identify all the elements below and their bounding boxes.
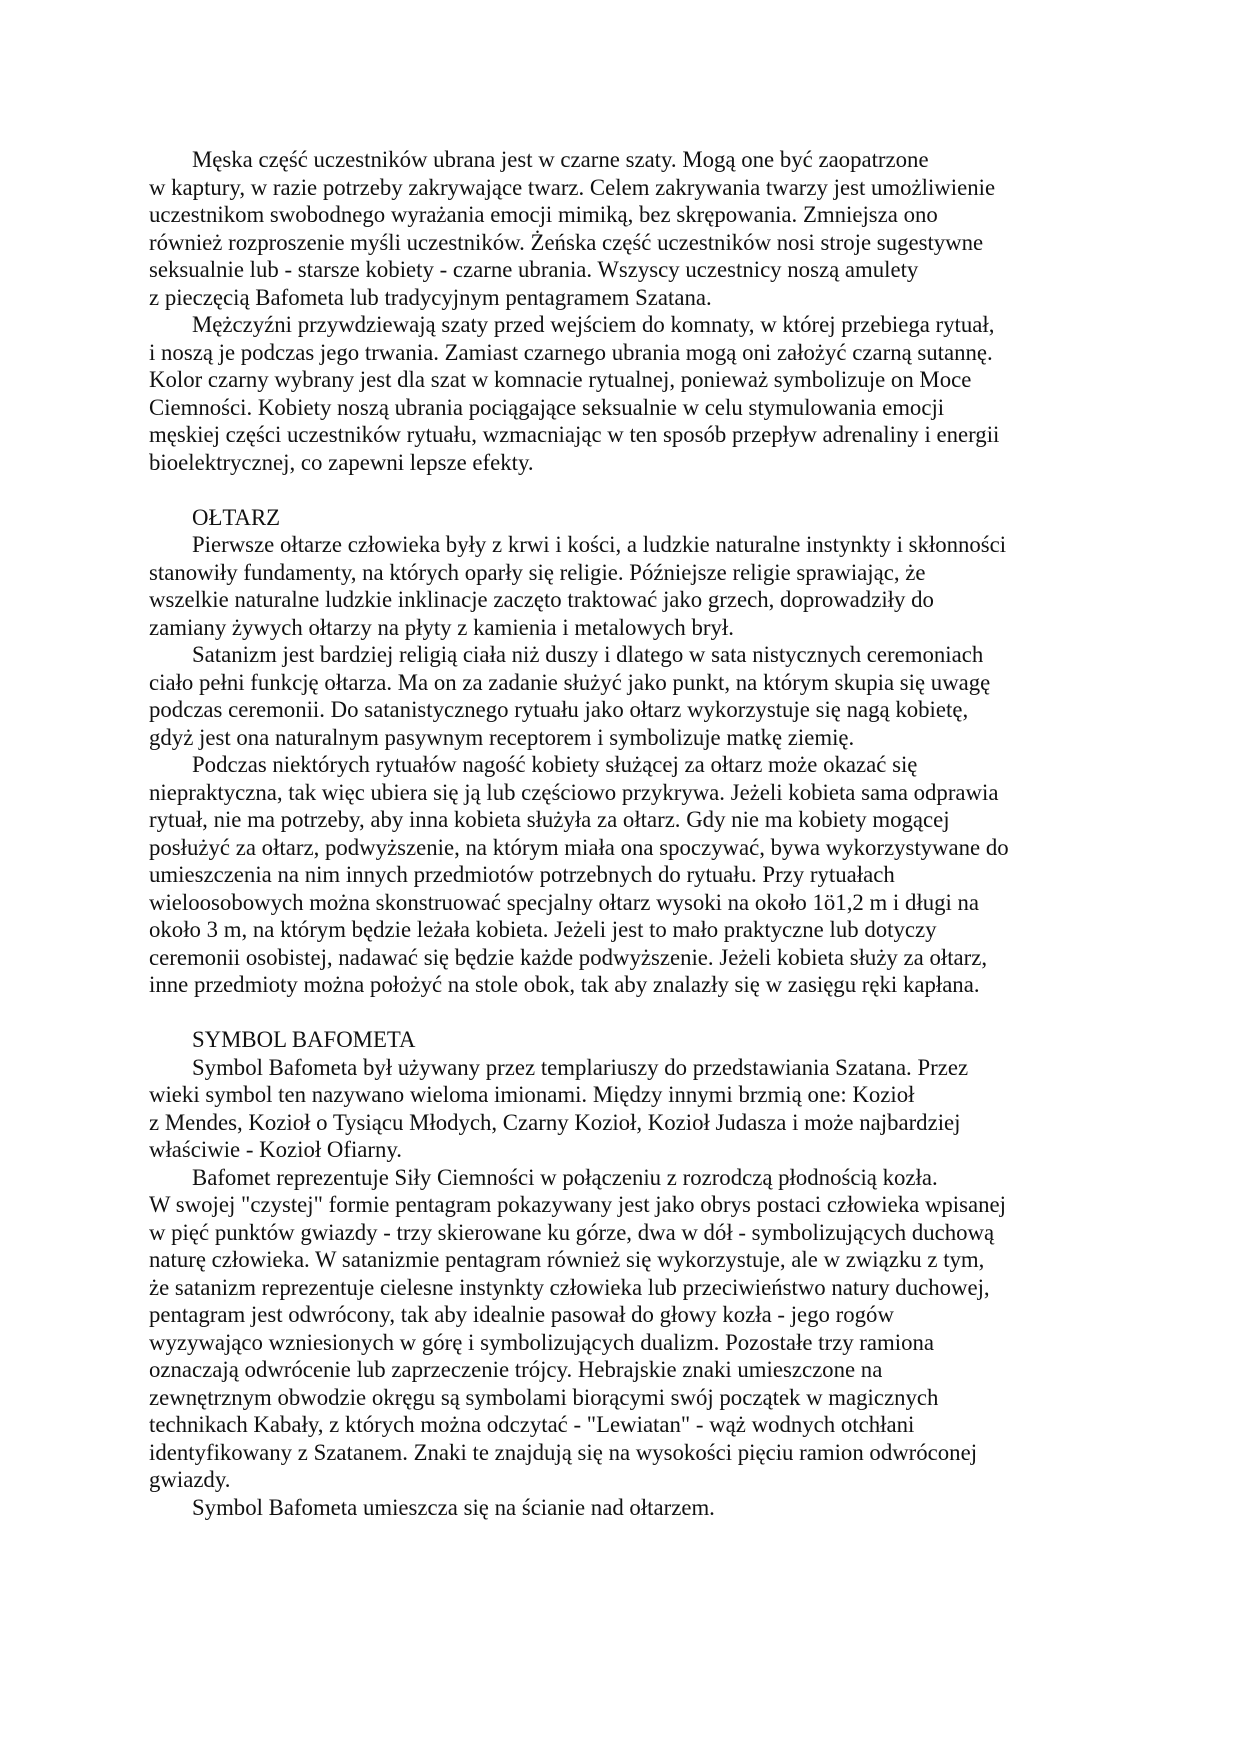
paragraph-line: Symbol Bafometa umieszcza się na ścianie nad ołtarzem. (192, 1494, 715, 1520)
paragraph-line: identyfikowany z Szatanem. Znaki te znajdują się na wysokości pięciu ramion odwróconej (149, 1439, 978, 1465)
paragraph-line: właściwie - Kozioł Ofiarny. (149, 1137, 403, 1162)
paragraph-line: W swojej "czystej" formie pentagram pokazywany jest jako obrys postaci człowieka wpisanej (149, 1192, 1006, 1217)
paragraph-line: wszelkie naturalne ludzkie inklinacje zaczęto traktować jako grzech, doprowadziły do (149, 587, 934, 612)
document-page (149, 146, 1109, 1521)
section-spacer (149, 476, 1109, 504)
paragraph-line: z pieczęcią Bafometa lub tradycyjnym pentagramem Szatana. (149, 284, 712, 310)
paragraph-line: również rozproszenie myśli uczestników. Żeńska część uczestników nosi stroje sugestywne (149, 229, 984, 255)
section-spacer (149, 999, 1109, 1027)
section-clothing (149, 146, 1109, 476)
section-heading-baphomet: SYMBOL BAFOMETA (192, 1027, 416, 1052)
paragraph-line: Pierwsze ołtarze człowieka były z krwi i kości, a ludzkie naturalne instynkty i skłonności (192, 532, 1007, 557)
paragraph-line: gwiazdy. (149, 1467, 231, 1492)
paragraph-line: że satanizm reprezentuje cielesne instynkty człowieka lub przeciwieństwo natury duchowej, (149, 1274, 990, 1300)
paragraph-line: umieszczenia na nim innych przedmiotów potrzebnych do rytuału. Przy rytuałach (149, 862, 895, 887)
paragraph-line: oznaczają odwrócenie lub zaprzeczenie trójcy. Hebrajskie znaki umieszczone na (149, 1357, 883, 1382)
paragraph-line: około 3 m, na którym będzie leżała kobieta. Jeżeli jest to mało praktyczne lub dotyczy (149, 917, 937, 942)
paragraph-line: niepraktyczna, tak więc ubiera się ją lub częściowo przykrywa. Jeżeli kobieta sama odprawia (149, 779, 999, 805)
paragraph-line: w pięć punktów gwiazdy - trzy skierowane ku górze, dwa w dół - symbolizujących duchową (149, 1219, 995, 1245)
paragraph-line: Mężczyźni przywdziewają szaty przed wejściem do komnaty, w której przebiega rytuał, (192, 312, 995, 337)
paragraph-line: i noszą je podczas jego trwania. Zamiast czarnego ubrania mogą oni założyć czarną sutannę. (149, 339, 993, 365)
paragraph-line: Podczas niektórych rytuałów nagość kobiety służącej za ołtarz może okazać się (192, 752, 918, 777)
paragraph-line: Symbol Bafometa był używany przez templariuszy do przedstawiania Szatana. Przez (192, 1054, 969, 1080)
paragraph-line: wyzywająco wzniesionych w górę i symbolizujących dualizm. Pozostałe trzy ramiona (149, 1329, 934, 1355)
paragraph-line: wieloosobowych można skonstruować specjalny ołtarz wysoki na około 1ö1,2 m i długi na (149, 889, 980, 915)
paragraph-line: Satanizm jest bardziej religią ciała niż duszy i dlatego w sata nistycznych ceremoniach (192, 642, 984, 667)
paragraph-line: ciało pełni funkcję ołtarza. Ma on za zadanie służyć jako punkt, na którym skupia się uwagę (149, 669, 991, 695)
paragraph-line: technikach Kabały, z których można odczytać - "Lewiatan" - wąż wodnych otchłani (149, 1412, 915, 1437)
paragraph-line: Ciemności. Kobiety noszą ubrania pociągające seksualnie w celu stymulowania emocji (149, 394, 945, 420)
paragraph-line: posłużyć za ołtarz, podwyższenie, na którym miała ona spoczywać, bywa wykorzystywane do (149, 834, 1009, 860)
paragraph-line: w kaptury, w razie potrzeby zakrywające twarz. Celem zakrywania twarzy jest umożliwienie (149, 174, 996, 200)
section-baphomet (149, 1026, 1109, 1521)
section-altar (149, 504, 1109, 999)
paragraph-line: podczas ceremonii. Do satanistycznego rytuału jako ołtarz wykorzystuje się nagą kobietę, (149, 697, 969, 722)
section-heading-altar: OŁTARZ (192, 504, 281, 530)
paragraph-line: pentagram jest odwrócony, tak aby idealnie pasował do głowy kozła - jego rogów (149, 1302, 894, 1327)
paragraph-line: męskiej części uczestników rytuału, wzmacniając w ten sposób przepływ adrenaliny i energii (149, 422, 1000, 447)
paragraph-line: Męska część uczestników ubrana jest w czarne szaty. Mogą one być zaopatrzone (192, 147, 929, 172)
paragraph-line: inne przedmioty można położyć na stole obok, tak aby znalazły się w zasięgu ręki kapłana. (149, 972, 980, 997)
paragraph-line: Kolor czarny wybrany jest dla szat w komnacie rytualnej, ponieważ symbolizuje on Moce (149, 367, 972, 392)
paragraph-line: naturę człowieka. W satanizmie pentagram również się wykorzystuje, ale w związku z tym, (149, 1247, 985, 1272)
paragraph-line: bioelektrycznej, co zapewni lepsze efekty. (149, 449, 534, 475)
paragraph-line: stanowiły fundamenty, na których oparły się religie. Późniejsze religie sprawiając, że (149, 559, 926, 585)
paragraph-line: Bafomet reprezentuje Siły Ciemności w połączeniu z rozrodczą płodnością kozła. (192, 1164, 938, 1190)
paragraph-line: ceremonii osobistej, nadawać się będzie każde podwyższenie. Jeżeli kobieta służy za ołtarz, (149, 944, 988, 970)
paragraph-line: wieki symbol ten nazywano wieloma imionami. Między innymi brzmią one: Kozioł (149, 1082, 915, 1107)
paragraph-line: gdyż jest ona naturalnym pasywnym receptorem i symbolizuje matkę ziemię. (149, 724, 855, 750)
paragraph-line: rytuał, nie ma potrzeby, aby inna kobieta służyła za ołtarz. Gdy nie ma kobiety mogącej (149, 807, 950, 832)
paragraph-line: uczestnikom swobodnego wyrażania emocji mimiką, bez skrępowania. Zmniejsza ono (149, 202, 938, 227)
paragraph-line: z Mendes, Kozioł o Tysiącu Młodych, Czarny Kozioł, Kozioł Judasza i może najbardziej (149, 1109, 961, 1135)
paragraph-line: seksualnie lub - starsze kobiety - czarne ubrania. Wszyscy uczestnicy noszą amulety (149, 257, 919, 282)
paragraph-line: zamiany żywych ołtarzy na płyty z kamienia i metalowych brył. (149, 614, 734, 640)
paragraph-line: zewnętrznym obwodzie okręgu są symbolami biorącymi swój początek w magicznych (149, 1384, 939, 1410)
